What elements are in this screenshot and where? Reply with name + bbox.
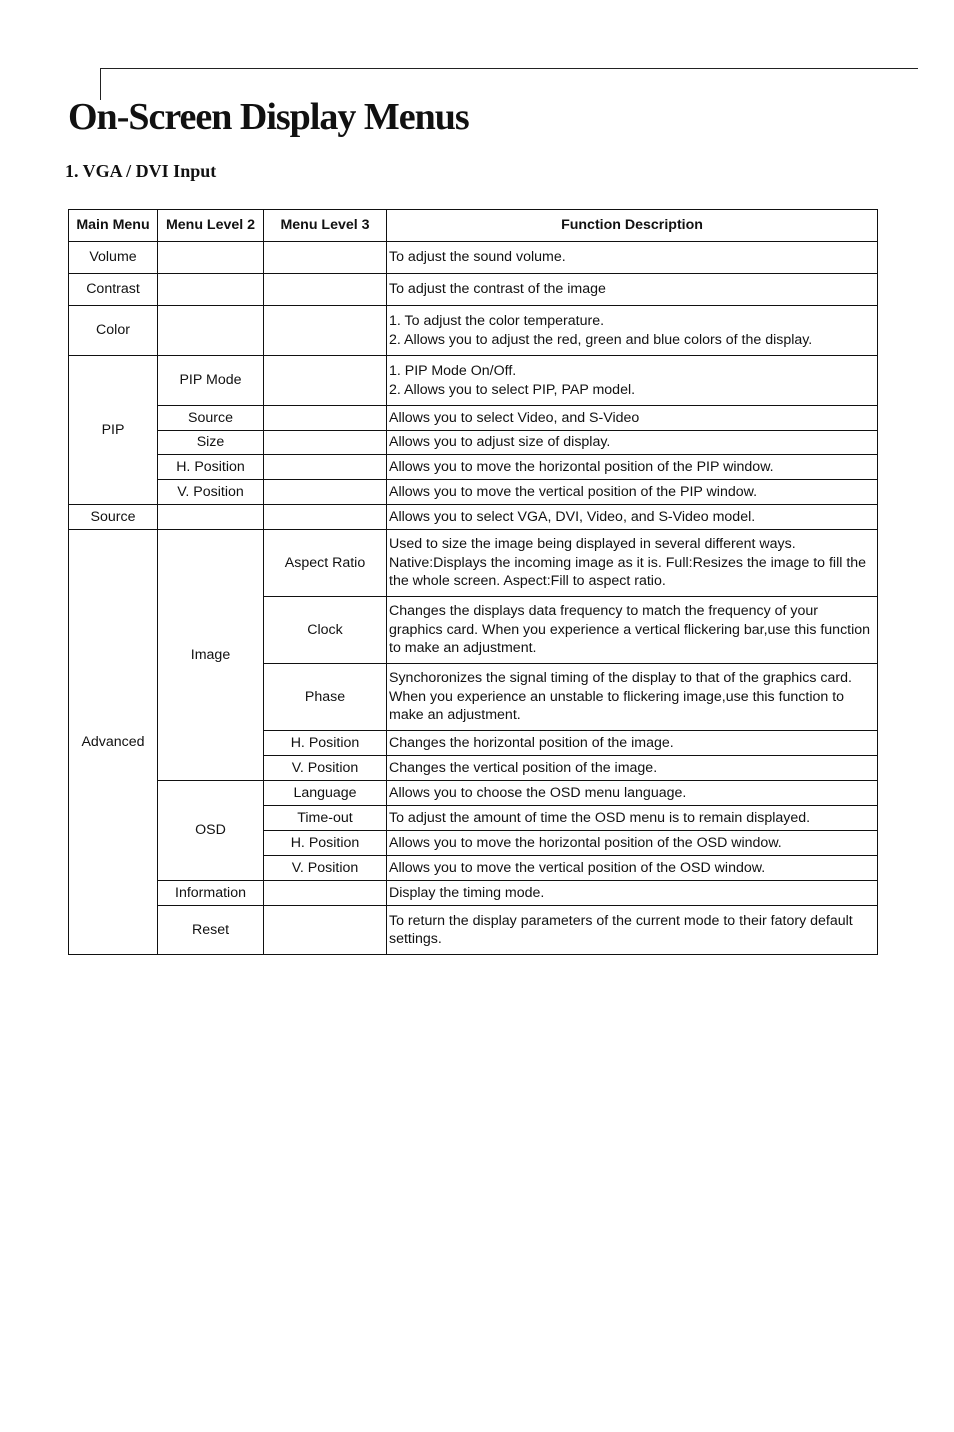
- cell-level-2: H. Position: [158, 455, 264, 480]
- section-title: 1. VGA / DVI Input: [65, 161, 217, 181]
- cell-level-2: [158, 274, 264, 306]
- cell-description: Used to size the image being displayed in several different ways. Native:Displays the incoming image as it is. Full:Resizes the image to fill the the whole screen. Aspect:Fill to aspect ratio.: [387, 530, 878, 597]
- header-main-menu: Main Menu: [69, 210, 158, 242]
- cell-level-3: Time-out: [264, 806, 387, 831]
- cell-level-3: V. Position: [264, 756, 387, 781]
- cell-description: Allows you to choose the OSD menu language.: [387, 781, 878, 806]
- cell-description: 1. PIP Mode On/Off. 2. Allows you to select PIP, PAP model.: [387, 356, 878, 406]
- cell-main-menu: Contrast: [69, 274, 158, 306]
- cell-level-2: Information: [158, 881, 264, 906]
- table-row: [69, 530, 878, 597]
- cell-description: 1. To adjust the color temperature. 2. Allows you to adjust the red, green and blue colors of the display.: [387, 306, 878, 356]
- cell-description: To adjust the amount of time the OSD menu is to remain displayed.: [387, 806, 878, 831]
- cell-description: To adjust the contrast of the image: [387, 274, 878, 306]
- cell-description: Allows you to move the vertical position of the OSD window.: [387, 856, 878, 881]
- cell-level-2: OSD: [158, 781, 264, 881]
- table-row: [69, 781, 878, 806]
- page-title: On-Screen Display Menus: [68, 96, 469, 138]
- cell-description: Display the timing mode.: [387, 881, 878, 906]
- cell-main-menu: Source: [69, 505, 158, 530]
- cell-description: Allows you to move the vertical position of the PIP window.: [387, 480, 878, 505]
- cell-level-3: [264, 906, 387, 955]
- table-row: [69, 406, 878, 431]
- cell-main-menu: Advanced: [69, 530, 158, 955]
- cell-description: Changes the displays data frequency to match the frequency of your graphics card. When you experience a vertical flickering bar,use this function to make an adjustment.: [387, 597, 878, 664]
- cell-level-3: V. Position: [264, 856, 387, 881]
- header-menu-level-3: Menu Level 3: [264, 210, 387, 242]
- table-row: [69, 431, 878, 455]
- cell-level-3: [264, 356, 387, 406]
- table-row: [69, 455, 878, 480]
- table-row: [69, 242, 878, 274]
- cell-level-3: Phase: [264, 664, 387, 731]
- cell-level-2: Source: [158, 406, 264, 431]
- cell-level-2: Image: [158, 530, 264, 781]
- cell-level-3: [264, 274, 387, 306]
- cell-description: Allows you to select Video, and S-Video: [387, 406, 878, 431]
- cell-level-2: [158, 242, 264, 274]
- cell-level-3: [264, 431, 387, 455]
- cell-level-3: H. Position: [264, 831, 387, 856]
- cell-description: To return the display parameters of the current mode to their fatory default settings.: [387, 906, 878, 955]
- cell-description: Allows you to move the horizontal position of the PIP window.: [387, 455, 878, 480]
- table-row: [69, 480, 878, 505]
- cell-level-2: [158, 505, 264, 530]
- cell-description: Changes the vertical position of the image.: [387, 756, 878, 781]
- cell-level-3: Language: [264, 781, 387, 806]
- table-row: [69, 306, 878, 356]
- cell-level-2: PIP Mode: [158, 356, 264, 406]
- header-menu-level-2: Menu Level 2: [158, 210, 264, 242]
- cell-level-3: Clock: [264, 597, 387, 664]
- cell-level-3: [264, 455, 387, 480]
- table-row: [69, 356, 878, 406]
- cell-level-3: Aspect Ratio: [264, 530, 387, 597]
- cell-main-menu: Color: [69, 306, 158, 356]
- cell-description: To adjust the sound volume.: [387, 242, 878, 274]
- header-rule-horizontal: [100, 68, 918, 69]
- cell-description: Allows you to adjust size of display.: [387, 431, 878, 455]
- cell-level-3: [264, 406, 387, 431]
- cell-level-2: V. Position: [158, 480, 264, 505]
- cell-description: Changes the horizontal position of the image.: [387, 731, 878, 756]
- cell-description: Allows you to move the horizontal position of the OSD window.: [387, 831, 878, 856]
- cell-level-3: [264, 242, 387, 274]
- osd-menu-table: [68, 209, 878, 955]
- cell-level-2: [158, 306, 264, 356]
- cell-main-menu: Volume: [69, 242, 158, 274]
- cell-level-3: [264, 505, 387, 530]
- cell-level-3: [264, 480, 387, 505]
- table-row: [69, 881, 878, 906]
- table-header-row: [69, 210, 878, 242]
- table-row: [69, 274, 878, 306]
- table-row: [69, 906, 878, 955]
- cell-level-2: Reset: [158, 906, 264, 955]
- cell-description: Synchoronizes the signal timing of the display to that of the graphics card. When you experience an unstable to flickering image,use this function to make an adjustment.: [387, 664, 878, 731]
- cell-level-3: [264, 306, 387, 356]
- cell-description: Allows you to select VGA, DVI, Video, and S-Video model.: [387, 505, 878, 530]
- header-function-description: Function Description: [387, 210, 878, 242]
- cell-level-2: Size: [158, 431, 264, 455]
- cell-level-3: [264, 881, 387, 906]
- cell-main-menu: PIP: [69, 356, 158, 505]
- cell-level-3: H. Position: [264, 731, 387, 756]
- table-row: [69, 505, 878, 530]
